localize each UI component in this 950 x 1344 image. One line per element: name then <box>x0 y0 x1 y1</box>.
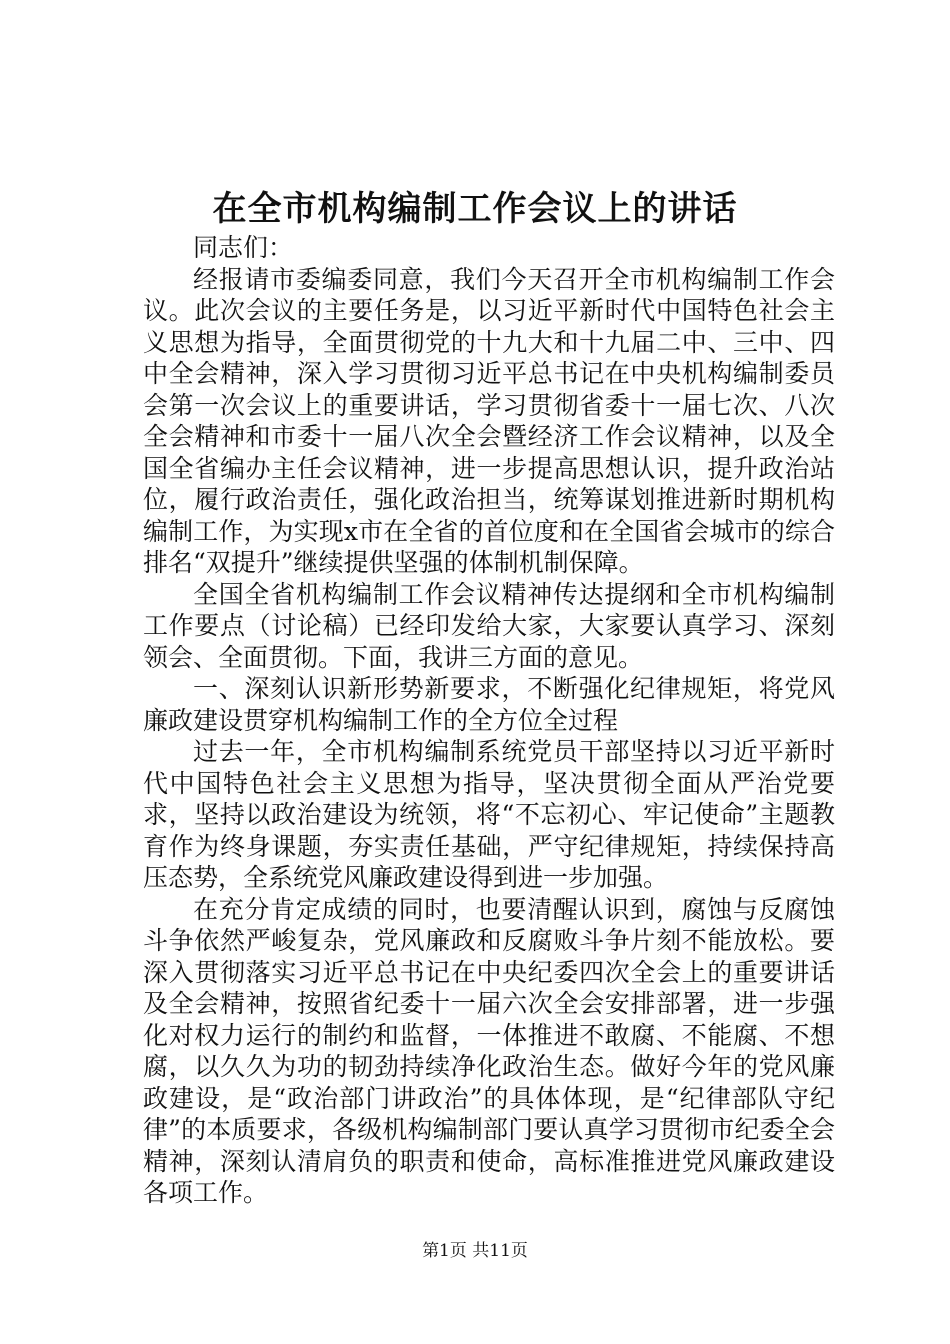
paragraph-challenges: 在充分肯定成绩的同时，也要清醒认识到，腐蚀与反腐蚀斗争依然严峻复杂，党风廉政和反腐败斗争片刻不能放松。要深入贯彻落实习近平总书记在中央纪委四次全会上的重要讲话及全会精神，按照省纪委十一届六次全会安排部署，进一步强化对权力运行的制约和监督，一体推进不敢腐、不能腐、不想腐，以久久为功的韧劲持续净化政治生态。做好今年的党风廉政建设，是“政治部门讲政治”的具体体现，是“纪律部队守纪律”的本质要求，各级机构编制部门要认真学习贯彻市纪委全会精神，深刻认清肩负的职责和使命，高标准推进党风廉政建设各项工作。 <box>143 894 835 1207</box>
section-heading-1: 一、深刻认识新形势新要求，不断强化纪律规矩，将党风廉政建设贯穿机构编制工作的全方位全过程 <box>143 674 835 735</box>
page-footer: 第1页 共11页 <box>422 1241 528 1261</box>
salutation: 同志们： <box>193 233 294 262</box>
paragraph-materials: 全国全省机构编制工作会议精神传达提纲和全市机构编制工作要点（讨论稿）已经印发给大家，大家要认真学习、深刻领会、全面贯彻。下面，我讲三方面的意见。 <box>143 579 835 672</box>
paragraph-intro: 经报请市委编委同意，我们今天召开全市机构编制工作会议。此次会议的主要任务是，以习近平新时代中国特色社会主义思想为指导，全面贯彻党的十九大和十九届二中、三中、四中全会精神，深入学习贯彻习近平总书记在中央机构编制委员会第一次会议上的重要讲话，学习贯彻省委十一届七次、八次全会精神和市委十一届八次全会暨经济工作会议精神，以及全国全省编办主任会议精神，进一步提高思想认识，提升政治站位，履行政治责任，强化政治担当，统筹谋划推进新时期机构编制工作，为实现x市在全省的首位度和在全国省会城市的综合排名“双提升”继续提供坚强的体制机制保障。 <box>143 264 835 577</box>
document-body <box>143 232 835 1209</box>
document-title: 在全市机构编制工作会议上的讲话 <box>212 189 738 229</box>
paragraph-past-year: 过去一年，全市机构编制系统党员干部坚持以习近平新时代中国特色社会主义思想为指导，坚决贯彻全面从严治党要求，坚持以政治建设为统领，将“不忘初心、牢记使命”主题教育作为终身课题，夯实责任基础，严守纪律规矩，持续保持高压态势，全系统党风廉政建设得到进一步加强。 <box>143 737 835 892</box>
